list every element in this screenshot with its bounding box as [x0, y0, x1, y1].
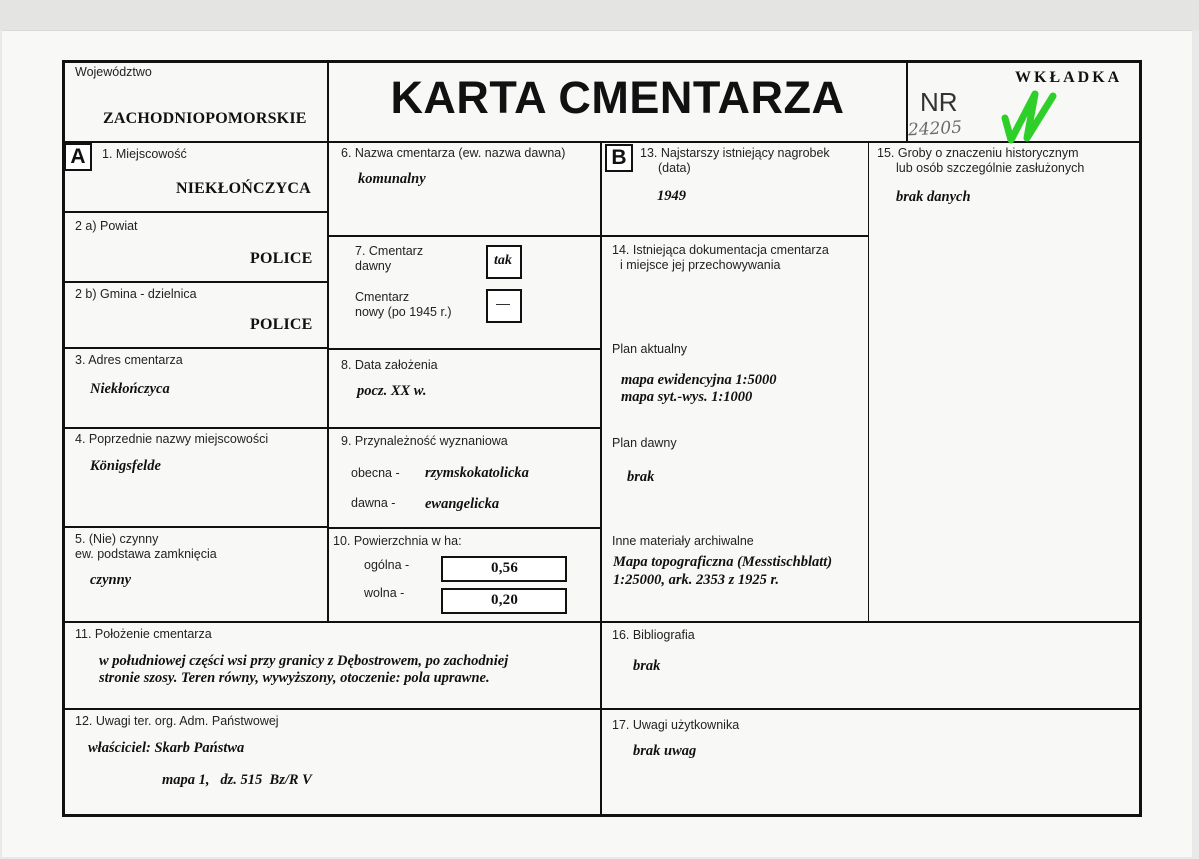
poprzednie-nazwy-label: 4. Poprzednie nazwy miejscowości	[75, 432, 269, 446]
inne-materialy-value-2: 1:25000, ark. 2353 z 1925 r.	[613, 572, 779, 588]
adres-label: 3. Adres cmentarza	[75, 353, 183, 367]
bibliografia-value: brak	[633, 658, 661, 674]
polozenie-value-1: w południowej części wsi przy granicy z Dębostrowem, po zachodniej	[99, 653, 509, 669]
ogolna-box	[441, 556, 567, 582]
powierzchnia-label: 10. Powierzchnia w ha:	[333, 534, 462, 548]
polozenie-label: 11. Położenie cmentarza	[75, 627, 212, 641]
miejscowosc-value: NIEKŁOŃCZYCA	[176, 180, 311, 197]
miejscowosc-label: 1. Miejscowość	[102, 147, 187, 161]
uwagi-uzytkownika-label: 17. Uwagi użytkownika	[612, 718, 740, 732]
nagrobek-label: 13. Najstarszy istniejący nagrobek	[640, 146, 830, 160]
adres-value: Niekłończyca	[90, 381, 170, 397]
plan-aktualny-label: Plan aktualny	[612, 342, 688, 356]
powiat-label: 2 a) Powiat	[75, 219, 138, 233]
powiat-value: POLICE	[250, 250, 313, 267]
groby-sublabel: lub osób szczególnie zasłużonych	[896, 161, 1085, 175]
czynny-label: 5. (Nie) czynny	[75, 532, 159, 546]
nowy-checkbox	[486, 289, 522, 323]
groby-label: 15. Groby o znaczeniu historycznym	[877, 146, 1079, 160]
polozenie-value-2: stronie szosy. Teren równy, wywyższony, otoczenie: pola uprawne.	[99, 670, 490, 686]
cmentarz-nowy-sublabel: nowy (po 1945 r.)	[355, 305, 452, 319]
section-b-badge: B	[605, 144, 633, 172]
plan-aktualny-value-1: mapa ewidencyjna 1:5000	[621, 372, 777, 388]
czynny-value: czynny	[90, 572, 132, 588]
dokumentacja-sublabel: i miejsce jej przechowywania	[620, 258, 781, 272]
cmentarz-dawny-label: 7. Cmentarz	[355, 244, 424, 258]
groby-value: brak danych	[896, 189, 971, 205]
wolna-box	[441, 588, 567, 614]
card-title: KARTA CMENTARZA	[390, 72, 845, 123]
green-marker-mark	[995, 88, 1065, 144]
data-zalozenia-value: pocz. XX w.	[357, 383, 427, 399]
nazwa-cmentarza-label: 6. Nazwa cmentarza (ew. nazwa dawna)	[341, 146, 566, 160]
obecna-label: obecna -	[351, 466, 400, 480]
nr-handwritten-number: 24205	[907, 117, 963, 141]
czynny-sublabel: ew. podstawa zamknięcia	[75, 547, 217, 561]
cmentarz-nowy-label: Cmentarz	[355, 290, 410, 304]
dawny-checkbox	[486, 245, 522, 279]
dawny-checkbox-value: tak	[494, 253, 512, 268]
plan-aktualny-value-2: mapa syt.-wys. 1:1000	[621, 389, 753, 405]
section-a-badge: A	[64, 143, 92, 171]
cmentarz-dawny-sublabel: dawny	[355, 259, 392, 273]
wkladka-label: WKŁADKA	[1015, 69, 1123, 86]
nazwa-cmentarza-value: komunalny	[358, 171, 426, 187]
inne-materialy-value-1: Mapa topograficzna (Messtischblatt)	[613, 554, 833, 570]
uwagi-ter-value-2: mapa 1, dz. 515 Bz/R V	[162, 772, 312, 788]
data-zalozenia-label: 8. Data założenia	[341, 358, 438, 372]
wolna-value: 0,20	[491, 592, 519, 608]
gmina-value: POLICE	[250, 316, 313, 333]
obecna-value: rzymskokatolicka	[425, 465, 529, 481]
nagrobek-value: 1949	[657, 188, 686, 204]
uwagi-uzytkownika-value: brak uwag	[633, 743, 697, 759]
uwagi-ter-value-1: właściciel: Skarb Państwa	[88, 740, 245, 756]
wojewodztwo-label: Województwo	[75, 65, 152, 79]
dawna-value: ewangelicka	[425, 496, 500, 512]
plan-dawny-label: Plan dawny	[612, 436, 677, 450]
uwagi-ter-label: 12. Uwagi ter. org. Adm. Państwowej	[75, 714, 279, 728]
nagrobek-sublabel: (data)	[658, 161, 691, 175]
scan-top-margin	[0, 0, 1199, 30]
przynaleznosc-label: 9. Przynależność wyznaniowa	[341, 434, 508, 448]
bibliografia-label: 16. Bibliografia	[612, 628, 695, 642]
poprzednie-nazwy-value: Königsfelde	[90, 458, 161, 474]
nr-label: NR	[920, 87, 958, 117]
inne-materialy-label: Inne materiały archiwalne	[612, 534, 754, 548]
gmina-label: 2 b) Gmina - dzielnica	[75, 287, 197, 301]
nowy-checkbox-value: —	[496, 295, 510, 311]
wojewodztwo-value: ZACHODNIOPOMORSKIE	[103, 110, 307, 127]
dokumentacja-label: 14. Istniejąca dokumentacja cmentarza	[612, 243, 829, 257]
ogolna-label: ogólna -	[364, 558, 410, 572]
dawna-label: dawna -	[351, 496, 396, 510]
wolna-label: wolna -	[364, 586, 405, 600]
plan-dawny-value: brak	[627, 469, 655, 485]
ogolna-value: 0,56	[491, 560, 519, 576]
